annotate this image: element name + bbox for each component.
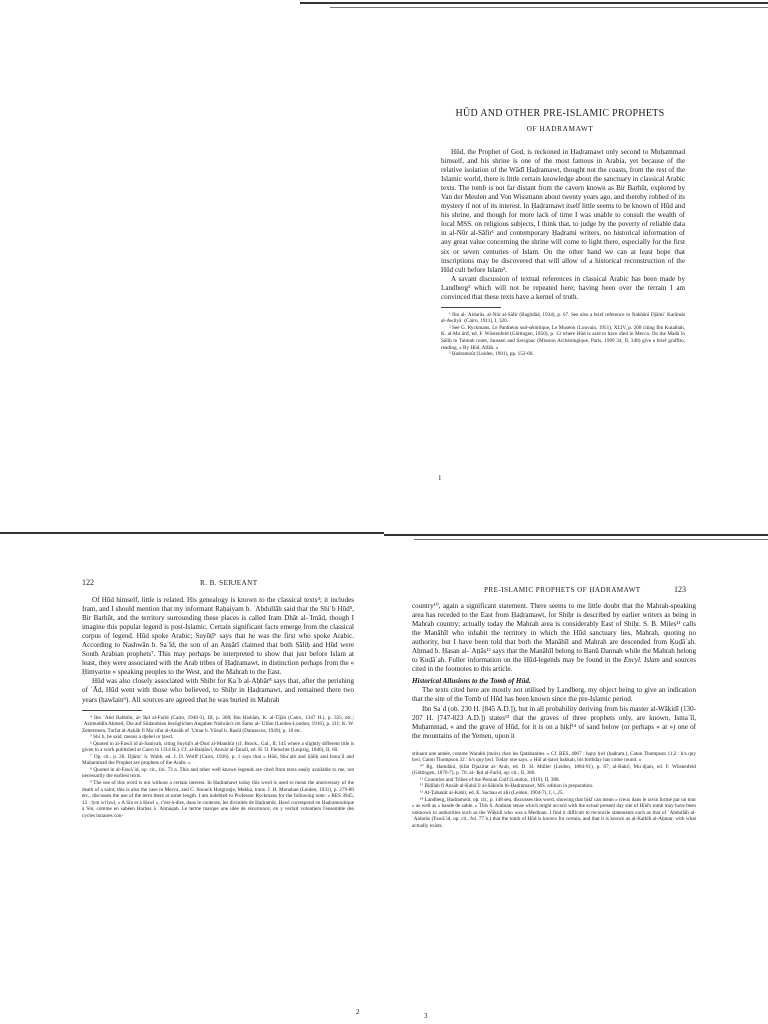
article-title: HŪD AND OTHER PRE-ISLAMIC PROPHETS: [455, 108, 665, 119]
footnote-rule: [441, 307, 501, 308]
footnote: ⁶ Quoted in al-Fawāʾid al-Saniyah, citing Suyūṭī's al-Durr al-Manthūr (cf. Brock., Gal., II, 145 where a slightly different title is given to a work published at Cairo in 1314 H.). Cf. al-Baiḍāwī, Anwār al-Tanzīl, ed. H. O. Fleischer (Leipzig, 1846), II, 60.: [82, 740, 354, 754]
body-paragraph: Of Hūd himself, little is related. His genealogy is known to the classical texts⁴; it includes Iram, and I should mention that my informant Raḥaiyam b. ʿAbdullāh said that the Shiʿb Hūd⁵, Bir Barhūt, and the territory surrounding these places is called Iram Dhāt al-ʿImād, though I imagine this popular legend is post-Islamic. Certain significant facts emerge from the classical corpus of legend. Hūd spoke Arabic; Suyūṭī⁶ says that he was the first who spoke Arabic. According to Nashwān b. Saʿīd, the son of an Anṣārī claimed that both Ṣāliḥ and Hūd were South Arabian prophets⁷. This may perhaps be interpreted to show that just before Islam at least, they were associated with the Arab tribes of Ḥaḍramawt, in distinction perhaps from the « Ḥimyarite » speaking peoples to the West, and the Mahrah to the East.: [82, 596, 354, 677]
running-head: PRE-ISLAMIC PROPHETS OF ḤADRAMAWT: [484, 586, 641, 594]
page-122: [0, 512, 384, 1024]
page1-footnotes: [441, 312, 685, 358]
body-paragraph: The texts cited here are mostly not utilised by Landberg, my object being to give an indication that the site of the Tomb of Hūd has been known since the pre-Islamic period.: [412, 686, 696, 704]
page123-footnotes: [412, 751, 696, 830]
article-subtitle: OF ḤADRAMAWT: [526, 124, 594, 133]
page122-body: [82, 596, 354, 819]
footnote: ⁴ Ibn ʿAbd Rabbihi, al-ʿIḳd al-Farīd (Cairo, 1940-3), III, p. 368; Ibn Hishām, K. al-Tījān (Cairo, 1347 H.), p. 335, etc.; ʿAzimuddīn Aḥmed, Die auf Südarabien bezüglichen Angaben Našwān's im Šams al-ʿUlūm (Leiden-London, 1916), p. 111; K. W. Zettersteen, Turfat al-Aṣḥāb fi Maʿrifat al-Ansāb of ʿUmar b. Yūsuf b. Rasūl (Damascus, 1949), p. 18 etc.: [82, 714, 354, 734]
body-paragraph: Hūd was also closely associated with Shibr for Kaʿb al-Aḥbār⁸ says that, after the perishing of ʿĀd, Hūd went with those who believed, to Shiḥr in Ḥaḍramawt, and remained there two years (ḥawlain⁹). All sources are agreed that he was buried in Mahrah: [82, 677, 354, 704]
footnote: ¹² Bīḍīlah fi Ansāb al-Ḳabāʾil al-Sākinīn bi-Ḥaḍramawt, MS. edition in preparation.: [420, 783, 594, 790]
footnote: ¹¹ Countries and Tribes of the Persian Gulf (London, 1919), II, 388.: [420, 776, 560, 783]
footnote: stituant une année, comme Warakh (mois) chez les Qatabanites. » Cf. RES. 4067 : hqny ḥwl (ḥaḍram.), Caton Thompson 11,2 : h/s qny ḥwl, Caton Thompson 32 : h/s qny ḥwl. Today one says, « Ḥūl al-ḥawṭ bakkah, his birthday has come round. »: [412, 750, 696, 764]
body-paragraph: Hūd, the Prophet of God, is reckoned in Ḥaḍramawt only second to Muḥammad himself, and his shrine is one of the most famous in Arabia, yet because of the relative isolation of the Wādī Ḥaḍramawt, thought not the coasts, from the rest of the Islamic world, there is little certain knowledge about the sanctuary in classical Arabic texts. The tomb is not far distant from the cavern known as Bir Barhūt, explored by Van der Meulen and Von Wissmann about twenty years ago, and thereby robbed of its mystery if not of its interest. In Ḥaḍramawt itself little seems to be known of Hūd and his shrine, and though for more lack of time I was unable to consult the wealth of local MSS. on religious subjects, I think that, to judge by the poverty of reliable data in al-Nūr al-Sāfir¹ and contemporary Ḥaḍrami writers, no historical information of any great value concerning the shrine will come to light there, especially for the first six or seven centuries of Islam. On the other hand we can at least hope that inscriptions may be discovered that will allow of a historical reconstruction of the Hūd cult before Islam².: [441, 148, 685, 274]
page122-footnotes: [82, 715, 354, 820]
footnote: ³ Ḥadramoût (Leiden, 1901), pp. 152-60.: [449, 351, 534, 358]
page-123: [384, 512, 768, 1024]
page1-body: [441, 148, 685, 358]
scan-edge-line: [414, 539, 768, 540]
footnote: ¹ Ibn al-ʿAidarūs, al-Nūr al-Sāfir (Baghdād, 1934), p. 67. See also a brief reference in Nabhānī Djāmiʿ Karāmāt al-Awliyāʾ (Cairo, 1911), I, 320.: [441, 311, 685, 325]
section-heading: Historical Allusions to the Tomb of Hūd.: [412, 677, 531, 686]
body-paragraph: Ibn Saʿd (ob. 230 H. [845 A.D.]), but in all probability deriving from his master al-Wāḳidī (130-207 H. [747-823 A.D.]) states¹³ that the graves of three prophets only, are known, Ismaʿīl, Muḥammad, « and the grave of Hūd, for it is on a ḥiḳf¹⁴ of sand below (or perhaps « at ») one of the mountains of the Yemen, upon it: [412, 704, 696, 740]
page1-footer-number: 1: [438, 474, 442, 482]
page123-footer-number: 3: [424, 1012, 428, 1020]
footnote: ⁷ Op. cit., p. 20. Djāmiʿ b. Wahb. ed. J. D. Wolff (Cairo, 1936), p. 1 says that « Hūd, Shuʿaib and Ṣāliḥ and Ismaʿīl and Muḥammad the Prophet are prophets of the Arabs. »: [82, 753, 354, 767]
footnote: ² See G. Ryckmans, Le Panthéon sud-sémitique, Le Muséon (Louvain, 1951), XLIV, p. 208 citing Ibn Kutaibah, K. al-Maʿārif, ed. F. Wüstenfeld (Göttingen, 1850), p. 13 where Hūd is said to have died in Mecca. On the Madāʾin Ṣāliḥ to Taimah route, Jaussen and Savignac (Mission Archéologique, Paris, 1909 34, II, 348) give a brief graffito, reading, « By Hūd, Allāh. »: [441, 324, 685, 351]
footnote: ¹⁰ Rg. Ḥamdānī, Ṣifat Djazīrat al-ʿArab, ed. D. H. Müller (Leiden, 1884-91), p. 87; al-Bakrī, Muʿdjam, ed. F. Wüstenfeld (Göttingen, 1876-7), p. 76; al-ʿIḳd al-Farīd, op. cit., II, 386.: [412, 763, 696, 777]
scan-edge-line: [330, 7, 768, 8]
footnote: ⁸ Quoted in al-Fawāʾid, op. cit., fol. 73 a. This and other well known legends are cited from texts easily available to me, not necessarily the earliest texts.: [82, 766, 354, 780]
body-paragraph: country¹⁰, again a significant statement. There seems to me little doubt that the Mahrah-speaking area has receded to the East from Ḥaḍramawt, for Shiḥr is described by earlier writers as being in Mahrah country; actually today the Mahrah area is considerably East of Shiḥr. S. B. Miles¹¹ calls the Manāhīl who inhabit the territory in which the Hūd sanctuary lies, Mahrah, quoting no authority, but I have been told that both the Manāhīl and Mahrah are descended from Ḳuḍāʿah. Aḥmad b. Ḥasan al-ʿAṭṭās¹² says that the Manāhīl belong to Banū Dannah while the Mahrah belong to Ḳuḍāʿah. Fuller information on the Hūd-legends may be found in the Encyl. Islam and sources cited in the footnotes to this article.: [412, 602, 696, 674]
footnote: ⁹ The use of this word is not without a certain interest. In Ḥaḍramawt today this word is used to mean the anniversary of the death of a saint; this is also the case in Mecca, and C. Snouck Hurgronje, Mekka, trans. J. H. Monahan (Leiden, 1931), p. 279-80 etc., discusses the use of the term there at some length. I am indebted to Professor Ryckmans for the following note: « RES 3945, 12 : lym wl ḥwl, « A Sin et à Ḥawl », c'est-à-dire, dans le contexte, les divinités de Ḥaḍramūt. Ḥawl correspond en Ḥaḍramoutique à Sin, comme en sabéen Harbas à ʿAlmaqah. Le terme marque une idée de récurrence; on y verrait volontiers l'ensemble des cycles lunaires con-: [82, 780, 354, 819]
scan-edge-line: [0, 532, 384, 534]
footnote: ⁵ Shiʿb, he said, means a djebel or ṭawd.: [90, 734, 174, 741]
page-number: 123: [674, 585, 686, 594]
page123-body: [412, 602, 696, 829]
footnote: ¹⁴ Landberg, Ḥadramoût, op. cit., p. 148 seq. discusses this word, showing that ḥiḳf can mean « creux dans le ravin formé par un mur » as well as « bande de sable. » This S. Arabian sense which might accord with the actual present day site of Hūd's tomb may have been unknown to authorities such as the Wāḳidī who was a Medinan. I find it difficult to reconcile statements such as that of ʿAbdullāh al-ʿAidarūs (Fawāʾid, op. cit., fol. 77 b.) that the tomb of Hūd is known for certain, and that it is known as al-Kathīb al-Aḥmar, with what actually exists.: [412, 796, 696, 829]
footnote-rule: [82, 710, 142, 711]
page-number: 122: [82, 578, 94, 587]
body-paragraph: A savant discussion of textual references in classical Arabic has been made by Landberg³ which will not be repeated here; having been over the terrain I am convinced that these texts have a kernel of truth.: [441, 274, 685, 301]
running-head: R. B. SERJEANT: [200, 579, 258, 587]
footnote: ¹³ Al-Ṭabaḳāt al-Kabīr, ed. E. Sachau et alii (Leiden, 1904-7), I, i, 25.: [420, 789, 564, 796]
scan-edge-line: [384, 534, 768, 536]
scan-edge-line: [300, 2, 768, 4]
page122-footer-number: 2: [356, 1008, 360, 1016]
